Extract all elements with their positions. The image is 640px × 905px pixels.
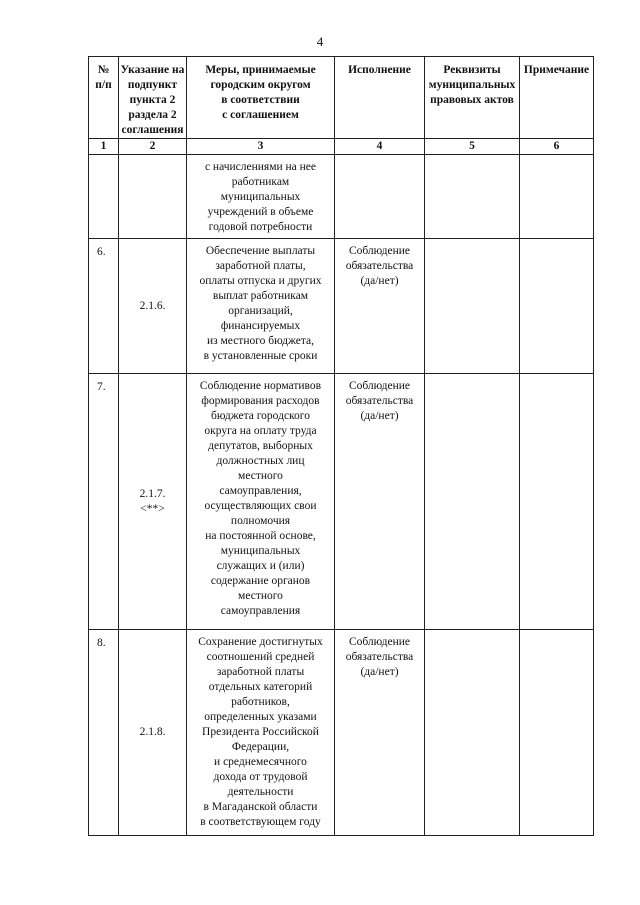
row-reference: 2.1.8.	[119, 630, 187, 836]
column-number: 6	[520, 139, 594, 155]
header-num: № п/п	[89, 57, 119, 139]
column-number: 3	[187, 139, 335, 155]
row-note	[520, 155, 594, 239]
row-legal-acts	[425, 155, 520, 239]
header-note: Примечание	[520, 57, 594, 139]
row-legal-acts	[425, 630, 520, 836]
row-legal-acts	[425, 239, 520, 374]
table-row	[89, 630, 594, 836]
row-note	[520, 239, 594, 374]
row-execution: Соблюдение обязательства (да/нет)	[335, 239, 425, 374]
header-measures: Меры, принимаемые городским округом в соответствии с соглашением	[187, 57, 335, 139]
row-reference: 2.1.7. <**>	[119, 374, 187, 630]
row-measure: с начислениями на нее работникам муниципальных учреждений в объеме годовой потребности	[187, 155, 335, 239]
header-reference: Указание на подпункт пункта 2 раздела 2 соглашения	[119, 57, 187, 139]
row-reference: 2.1.6.	[119, 239, 187, 374]
row-measure: Соблюдение нормативов формирования расходов бюджета городского округа на оплату труда депутатов, выборных должностных лиц местного самоуправления, осуществляющих свои полномочия на постоянной основе, муниципальных служащих и (или) содержание органов местного самоуправления	[187, 374, 335, 630]
measures-table	[88, 56, 594, 836]
column-number: 4	[335, 139, 425, 155]
column-number: 5	[425, 139, 520, 155]
table-row	[89, 374, 594, 630]
row-number	[89, 155, 119, 239]
row-note	[520, 374, 594, 630]
row-execution: Соблюдение обязательства (да/нет)	[335, 630, 425, 836]
header-row	[89, 57, 594, 139]
row-execution: Соблюдение обязательства (да/нет)	[335, 374, 425, 630]
row-measure: Сохранение достигнутых соотношений средней заработной платы отдельных категорий работников, определенных указами Президента Российской Федерации, и среднемесячного дохода от трудовой деятельности в Магаданской области в соответствующем году	[187, 630, 335, 836]
header-execution: Исполнение	[335, 57, 425, 139]
column-number: 2	[119, 139, 187, 155]
row-number: 8.	[89, 630, 119, 836]
row-execution	[335, 155, 425, 239]
row-measure: Обеспечение выплаты заработной платы, оплаты отпуска и других выплат работникам организаций, финансируемых из местного бюджета, в установленные сроки	[187, 239, 335, 374]
row-number: 6.	[89, 239, 119, 374]
column-number-row	[89, 139, 594, 155]
row-legal-acts	[425, 374, 520, 630]
header-legal-acts: Реквизиты муниципальных правовых актов	[425, 57, 520, 139]
table-row	[89, 239, 594, 374]
page-number: 4	[316, 34, 324, 49]
table-row	[89, 155, 594, 239]
row-number: 7.	[89, 374, 119, 630]
column-number: 1	[89, 139, 119, 155]
row-reference	[119, 155, 187, 239]
row-note	[520, 630, 594, 836]
